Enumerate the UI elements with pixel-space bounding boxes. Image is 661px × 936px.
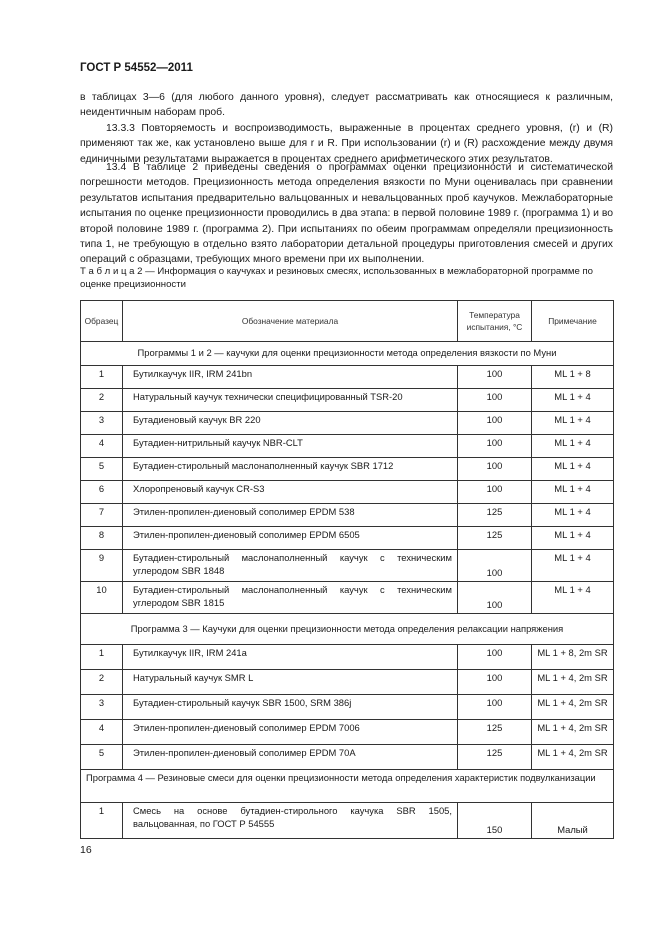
cell-sample: 5: [81, 745, 123, 770]
cell-material: Этилен-пропилен-диеновый сополимер EPDM 6505: [123, 527, 458, 550]
table-row: [81, 803, 614, 839]
cell-material: Бутадиен-нитрильный каучук NBR-CLT: [123, 435, 458, 458]
cell-temperature: 100: [458, 481, 532, 504]
cell-note: ML 1 + 4: [532, 481, 614, 504]
materials-table: [80, 300, 614, 839]
cell-temperature: 100: [458, 695, 532, 720]
table-row: [81, 550, 614, 582]
header-sample: Образец: [81, 301, 123, 342]
header-material: Обозначение материала: [123, 301, 458, 342]
section-title: Программа 3 — Каучуки для оценки прецизионности метода определения релаксации напряжения: [81, 614, 614, 645]
cell-note: ML 1 + 4: [532, 389, 614, 412]
header-note: Примечание: [532, 301, 614, 342]
paragraph-3: 13.4 В таблице 2 приведены сведения о программах оценки прецизионности и систематической погрешности методов. Прецизионность метода определения вязкости по Муни оценивалась при сравнении результатов испытания предварительно вальцованных и невальцованных проб каучуков. Межлабораторные испытания по оценке прецизионности проводились в два этапа: в первой половине 1989 г. (программа 1) и во второй половине 1989 г. (программа 2). При испытаниях по обеим программам определяли прецизионность типа 1, не требующую в отдельно взято лаборатории детальной процедуры приготовления смесей и других операций с образцами, требующих много времени при их выполнении.: [80, 162, 613, 266]
cell-material: Натуральный каучук технически специфицированный TSR-20: [123, 389, 458, 412]
cell-sample: 6: [81, 481, 123, 504]
cell-material: Натуральный каучук SMR L: [123, 670, 458, 695]
table-row: [81, 745, 614, 770]
cell-material: Этилен-пропилен-диеновый сополимер EPDM 7006: [123, 720, 458, 745]
cell-sample: 3: [81, 412, 123, 435]
paragraph-2: 13.3.3 Повторяемость и воспроизводимость, выраженные в процентах среднего уровня, (r) и (R) применяют так же, как установлено выше для r и R. При использовании (r) и (R) расхождение между двумя единичными результатами выражается в процентах среднего арифметического этих результатов.: [80, 123, 613, 165]
section-row: [81, 770, 614, 803]
cell-sample: 2: [81, 389, 123, 412]
cell-temperature: 100: [458, 389, 532, 412]
page-number: 16: [80, 844, 92, 856]
cell-temperature: 100: [458, 550, 532, 582]
table-header-row: [81, 301, 614, 342]
table-row: [81, 412, 614, 435]
cell-note: ML 1 + 4: [532, 504, 614, 527]
cell-temperature: 100: [458, 645, 532, 670]
cell-temperature: 100: [458, 366, 532, 389]
cell-sample: 10: [81, 582, 123, 614]
cell-sample: 2: [81, 670, 123, 695]
cell-material: Этилен-пропилен-диеновый сополимер EPDM 70A: [123, 745, 458, 770]
cell-note: ML 1 + 4, 2m SR: [532, 745, 614, 770]
cell-material: Бутадиен-стирольный маслонаполненный каучук SBR 1712: [123, 458, 458, 481]
cell-temperature: 100: [458, 435, 532, 458]
cell-material: Бутадиеновый каучук BR 220: [123, 412, 458, 435]
cell-sample: 1: [81, 366, 123, 389]
cell-note: ML 1 + 4, 2m SR: [532, 695, 614, 720]
cell-temperature: 125: [458, 527, 532, 550]
cell-sample: 3: [81, 695, 123, 720]
cell-material: Бутилкаучук IIR, IRM 241а: [123, 645, 458, 670]
section-row: [81, 342, 614, 366]
cell-note: ML 1 + 4: [532, 412, 614, 435]
table-row: [81, 582, 614, 614]
cell-material: Смесь на основе бутадиен-стирольного каучука SBR 1505, вальцованная, по ГОСТ Р 54555: [123, 803, 458, 839]
cell-temperature: 100: [458, 458, 532, 481]
cell-material: Бутадиен-стирольный маслонаполненный каучук с техническим углеродом SBR 1815: [123, 582, 458, 614]
table-row: [81, 720, 614, 745]
section-title: Программа 4 — Резиновые смеси для оценки прецизионности метода определения характеристик подвулканизации: [81, 770, 614, 803]
cell-temperature: 100: [458, 670, 532, 695]
cell-note: ML 1 + 8, 2m SR: [532, 645, 614, 670]
cell-material: Бутадиен-стирольный каучук SBR 1500, SRM 386j: [123, 695, 458, 720]
table-row: [81, 645, 614, 670]
cell-sample: 4: [81, 720, 123, 745]
table-row: [81, 389, 614, 412]
cell-temperature: 125: [458, 504, 532, 527]
cell-note: ML 1 + 4: [532, 550, 614, 582]
table-row: [81, 435, 614, 458]
cell-temperature: 100: [458, 412, 532, 435]
cell-sample: 1: [81, 803, 123, 839]
cell-temperature: 125: [458, 720, 532, 745]
cell-sample: 1: [81, 645, 123, 670]
cell-note: Малый: [532, 803, 614, 839]
cell-sample: 9: [81, 550, 123, 582]
table-row: [81, 670, 614, 695]
cell-material: Хлоропреновый каучук CR-S3: [123, 481, 458, 504]
cell-sample: 8: [81, 527, 123, 550]
cell-note: ML 1 + 4, 2m SR: [532, 720, 614, 745]
table-caption: Т а б л и ц а 2 — Информация о каучуках и резиновых смесях, использованных в межлабораторной программе по оценке прецизионности: [80, 266, 593, 290]
table-row: [81, 366, 614, 389]
cell-sample: 7: [81, 504, 123, 527]
table-row: [81, 481, 614, 504]
cell-material: Бутадиен-стирольный маслонаполненный каучук с техническим углеродом SBR 1848: [123, 550, 458, 582]
table-row: [81, 458, 614, 481]
section-title: Программы 1 и 2 — каучуки для оценки прецизионности метода определения вязкости по Муни: [81, 342, 614, 366]
cell-material: Бутилкаучук IIR, IRM 241bn: [123, 366, 458, 389]
cell-temperature: 150: [458, 803, 532, 839]
cell-note: ML 1 + 4, 2m SR: [532, 670, 614, 695]
cell-note: ML 1 + 4: [532, 582, 614, 614]
cell-material: Этилен-пропилен-диеновый сополимер EPDM 538: [123, 504, 458, 527]
cell-note: ML 1 + 4: [532, 435, 614, 458]
cell-sample: 5: [81, 458, 123, 481]
table-row: [81, 504, 614, 527]
cell-note: ML 1 + 4: [532, 527, 614, 550]
cell-note: ML 1 + 8: [532, 366, 614, 389]
table-row: [81, 695, 614, 720]
cell-sample: 4: [81, 435, 123, 458]
cell-note: ML 1 + 4: [532, 458, 614, 481]
cell-temperature: 125: [458, 745, 532, 770]
header-temperature: Температура испытания, °С: [458, 301, 532, 342]
document-header: ГОСТ Р 54552—2011: [80, 62, 193, 74]
paragraph-1: в таблицах 3—6 (для любого данного уровня), следует рассматривать как относящиеся к различным, неидентичным наборам проб.: [80, 92, 613, 119]
section-row: [81, 614, 614, 645]
table-row: [81, 527, 614, 550]
cell-temperature: 100: [458, 582, 532, 614]
